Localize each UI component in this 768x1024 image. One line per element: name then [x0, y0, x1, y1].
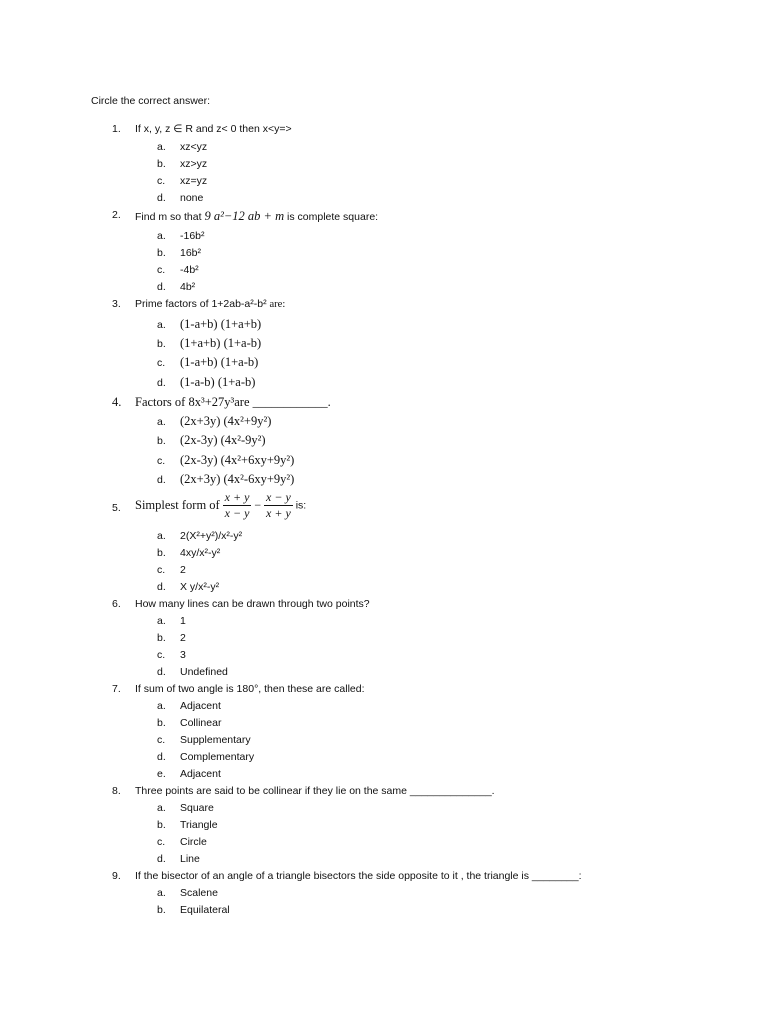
minus-sign: − — [254, 498, 262, 512]
fraction-1-numerator: x + y — [224, 490, 250, 504]
option-text: 3 — [180, 649, 186, 661]
option-text: xz<yz — [180, 141, 208, 153]
option-text: xz=yz — [180, 175, 208, 187]
question-number: 2. — [112, 209, 121, 221]
option-letter: a. — [157, 887, 166, 899]
option-text: (2x+3y) (4x²-6xy+9y²) — [180, 472, 295, 486]
question-5 — [0, 490, 768, 526]
option-letter: a. — [157, 230, 166, 242]
option-text: (2x-3y) (4x²+6xy+9y²) — [180, 453, 295, 467]
question-pre: Simplest form of — [135, 498, 220, 512]
option-text: (1-a-b) (1+a-b) — [180, 375, 256, 389]
question-pre: Find m so that — [135, 211, 202, 223]
question-pre: Prime factors of 1+2ab-a²-b² — [135, 298, 267, 310]
option-letter: c. — [157, 836, 166, 848]
option-letter: a. — [157, 141, 166, 153]
option-letter: d. — [157, 581, 166, 593]
option-letter: b. — [157, 632, 166, 644]
option-text: none — [180, 192, 204, 204]
option-text: 2 — [180, 564, 186, 576]
question-text: Three points are said to be collinear if they lie on the same ______________. — [135, 785, 495, 797]
option-letter: c. — [157, 455, 166, 467]
option-text: Square — [180, 802, 214, 814]
option-text: 1 — [180, 615, 186, 627]
option-text: -4b² — [180, 264, 199, 276]
option-letter: d. — [157, 192, 166, 204]
option-text: 2 — [180, 632, 186, 644]
option-letter: b. — [157, 904, 166, 916]
question-number: 5. — [112, 502, 121, 514]
option-text: (2x+3y) (4x²+9y²) — [180, 414, 272, 428]
option-letter: e. — [157, 768, 166, 780]
option-letter: d. — [157, 751, 166, 763]
option-letter: d. — [157, 666, 166, 678]
option-letter: b. — [157, 338, 166, 350]
option-text: Undefined — [180, 666, 228, 678]
question-number: 4. — [112, 395, 122, 409]
option-letter: a. — [157, 530, 166, 542]
option-text: Adjacent — [180, 768, 221, 780]
option-letter: b. — [157, 717, 166, 729]
option-text: Scalene — [180, 887, 218, 899]
option-letter: c. — [157, 264, 166, 276]
option-text: xz>yz — [180, 158, 208, 170]
math-expression: 9 a²−12 ab + m — [204, 209, 285, 223]
option-letter: a. — [157, 615, 166, 627]
option-letter: a. — [157, 319, 166, 331]
option-letter: b. — [157, 435, 166, 447]
option-letter: d. — [157, 281, 166, 293]
option-letter: b. — [157, 247, 166, 259]
question-text — [135, 209, 378, 224]
option-letter: a. — [157, 700, 166, 712]
option-text: Equilateral — [180, 904, 230, 916]
question-text — [135, 298, 285, 310]
option-letter: c. — [157, 564, 166, 576]
option-text: Line — [180, 853, 200, 865]
option-letter: c. — [157, 175, 166, 187]
instruction-text: Circle the correct answer: — [91, 95, 211, 107]
fraction-2 — [264, 490, 293, 521]
question-text: How many lines can be drawn through two points? — [135, 598, 370, 610]
question-text: If x, y, z ∈ R and z< 0 then x<y=> — [135, 123, 292, 135]
option-letter: a. — [157, 802, 166, 814]
option-letter: d. — [157, 377, 166, 389]
option-letter: b. — [157, 547, 166, 559]
question-post: are: — [269, 299, 286, 310]
question-number: 3. — [112, 298, 121, 310]
option-text: (1-a+b) (1+a-b) — [180, 355, 259, 369]
question-text: Factors of 8x³+27y³are ____________. — [135, 395, 331, 409]
question-number: 7. — [112, 683, 121, 695]
fraction-2-numerator: x − y — [266, 490, 291, 504]
option-text: (1+a+b) (1+a-b) — [180, 336, 262, 350]
option-text: (2x-3y) (4x²-9y²) — [180, 433, 266, 447]
question-text: If the bisector of an angle of a triangle bisectors the side opposite to it , the triangle is ________: — [135, 870, 582, 882]
option-text: Complementary — [180, 751, 255, 763]
option-text: Collinear — [180, 717, 222, 729]
question-post: is complete square: — [287, 211, 379, 223]
option-text: 4b² — [180, 281, 196, 293]
option-letter: d. — [157, 474, 166, 486]
option-letter: c. — [157, 357, 166, 369]
option-text: -16b² — [180, 230, 205, 242]
question-text: If sum of two angle is 180°, then these are called: — [135, 683, 365, 695]
option-text: 4xy/x²-y² — [180, 547, 221, 559]
option-text: Triangle — [180, 819, 218, 831]
option-text: Circle — [180, 836, 207, 848]
question-post: is: — [295, 499, 307, 512]
option-text: X y/x²-y² — [180, 581, 220, 593]
fraction-1 — [223, 490, 252, 521]
option-text: Supplementary — [180, 734, 251, 746]
question-number: 1. — [112, 123, 121, 135]
question-text — [135, 490, 306, 521]
option-letter: a. — [157, 416, 166, 428]
fraction-2-denominator: x + y — [266, 506, 291, 520]
option-letter: d. — [157, 853, 166, 865]
question-number: 8. — [112, 785, 121, 797]
option-text: Adjacent — [180, 700, 221, 712]
question-number: 9. — [112, 870, 121, 882]
option-text: 16b² — [180, 247, 202, 259]
option-text: (1-a+b) (1+a+b) — [180, 317, 262, 331]
option-text: 2(X²+y²)/x²-y² — [180, 530, 243, 542]
question-number: 6. — [112, 598, 121, 610]
option-letter: b. — [157, 819, 166, 831]
option-letter: b. — [157, 158, 166, 170]
option-letter: c. — [157, 649, 166, 661]
option-letter: c. — [157, 734, 166, 746]
fraction-1-denominator: x − y — [224, 506, 250, 520]
